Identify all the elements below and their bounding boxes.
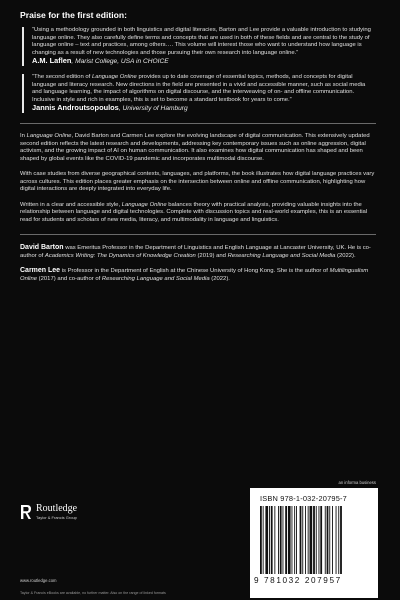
section-divider	[20, 123, 376, 124]
bio-lee-text-3: (2022).	[209, 275, 230, 282]
quote-2-text	[32, 74, 376, 104]
barcode-bar	[308, 506, 309, 574]
barcode-bar	[292, 506, 293, 574]
barcode-bar	[302, 506, 303, 574]
barcode-bar	[320, 506, 322, 574]
bio-lee-book-1: Multilingualism Online	[20, 268, 369, 282]
quote-1-name: A.M. Laflen	[32, 56, 72, 65]
barcode-digits: 9 781032 207957	[254, 576, 342, 585]
barcode-bar	[265, 506, 268, 574]
barcode-bar	[329, 506, 330, 574]
quote-1-attribution	[32, 57, 376, 66]
bio-lee-book-2: Researching Language and Social Media	[101, 275, 210, 282]
barcode-bar	[263, 506, 264, 574]
barcode-bar	[285, 506, 287, 574]
barcode-bar	[325, 506, 326, 574]
praise-quote-1	[20, 27, 376, 66]
quote-1-affiliation: , Marist College, USA in CHOICE	[71, 58, 169, 65]
publisher-website: www.routledge.com	[20, 578, 57, 583]
cover-text-column	[20, 10, 376, 290]
barcode-bar	[316, 506, 317, 574]
barcode-bar	[332, 506, 333, 574]
bio-barton-name: David Barton	[20, 244, 64, 251]
barcode-bar	[313, 506, 315, 574]
barcode-bar	[274, 506, 275, 574]
quote-2-text-before: “The second edition of	[32, 74, 92, 80]
description-paragraph-2: With case studies from diverse geographical contexts, languages, and platforms, the book illustrates how digital language practices vary across cultures. This edition places greater emphasis on the intersection between online and offline communication, highlighting how digital interactions are deeply integrated into everyday life.	[20, 171, 375, 192]
p3-book-title: Language Online	[121, 201, 167, 208]
p1-book-title: Language Online	[26, 133, 72, 139]
barcode-bar	[288, 506, 291, 574]
quote-2-book-title: Language Online	[91, 74, 137, 80]
barcode-bar	[305, 506, 306, 574]
isbn-barcode	[250, 488, 378, 598]
bio-barton-book-1: Academics Writing: The Dynamics of Knowledge Creation	[44, 252, 196, 259]
publisher-name: Routledge	[36, 503, 78, 514]
publisher-logo	[20, 502, 140, 532]
barcode-bar	[271, 506, 273, 574]
barcode-bar	[280, 506, 282, 574]
description-paragraph-3	[20, 202, 376, 225]
cover-footer	[20, 478, 380, 588]
quote-2-attribution	[32, 104, 376, 113]
publisher-subtitle: Taylor & Francis Group	[36, 515, 77, 520]
barcode-bar	[278, 506, 279, 574]
barcode-bar	[294, 506, 295, 574]
barcode-bar	[269, 506, 270, 574]
bio-david-barton	[20, 244, 376, 260]
informa-tagline: an informa business	[338, 480, 376, 485]
bio-barton-text-1: was Emeritus Professor in the Department of Linguistics and English Language at Lancaster University, UK. He is co-author of	[20, 245, 371, 259]
barcode-bar	[327, 506, 329, 574]
barcode-bar	[260, 506, 262, 574]
praise-quote-2	[20, 74, 376, 113]
barcode-bar	[296, 506, 297, 574]
bio-lee-name: Carmen Lee	[20, 267, 61, 274]
barcode-bar	[283, 506, 284, 574]
quote-bar	[22, 74, 24, 113]
description-paragraph-1	[20, 133, 376, 163]
barcode-bars	[260, 506, 370, 574]
quote-1-text: “Using a methodology grounded in both linguistics and digital literacies, Barton and Lee provide a valuable introduction to studying language online. They also carefully define terms and concepts that are used in both of these fields and are central to the study of language online – text and practices, among others…. This volume will interest those who want to understand how language is changing as a result of new technologies and those pursuing their own research into language online.”	[32, 27, 371, 56]
quote-2-text-after: provides up to date coverage of essential topics, methods, and concepts for digital language and literacy research. New directions in the field are presented in a vivid and accessible manner, such as social media and language learning, the impact of algorithms on digital discourse, and the interweaving of on- and offline communication. Inclusive in style and rich in examples, this is set to become a standard textbook for years to come.”	[32, 74, 366, 103]
bio-carmen-lee	[20, 267, 376, 283]
quote-2-name: Jannis Androutsopoulos	[32, 103, 119, 112]
section-divider	[20, 234, 376, 235]
barcode-bar	[319, 506, 320, 574]
p1-lead: In	[20, 133, 27, 139]
barcode-bar	[340, 506, 342, 574]
bio-lee-text-1: is Professor in the Department of English at the Chinese University of Hong Kong. She is the author of	[60, 268, 330, 274]
isbn-text: ISBN 978-1-032-20795-7	[260, 494, 347, 503]
quote-bar	[22, 27, 24, 66]
quote-2-affiliation: , University of Hamburg	[118, 105, 188, 112]
routledge-icon	[20, 504, 32, 520]
barcode-bar	[300, 506, 302, 574]
footer-smallprint: Taylor & Francis eBooks are available, no further matter. Also on the range of linked formats	[20, 591, 166, 595]
p1-rest: , David Barton and Carmen Lee explore the evolving landscape of digital communication. This extensively updated second edition reflects the latest research and developments, addressing key contemporary issues such as online aggression, digital activism, and the growing impact of AI on human communication. It also examines how digital communication has shaped and been shaped by global events like the COVID-19 pandemic and incorporates multimodal discourse.	[20, 133, 370, 162]
p3-lead: Written in a clear and accessible style,	[20, 201, 122, 208]
barcode-bar	[336, 506, 337, 574]
barcode-bar	[310, 506, 313, 574]
bio-barton-text-2: (2019) and	[195, 252, 228, 259]
p3-rest: balances theory with practical analysis, providing valuable insights into the relationship between language and digital technologies. Complete with discussion topics and real-world examples, this is an essential read for students and scholars of new media, literacy, and multimodality in language and linguistics.	[20, 201, 368, 223]
barcode-bar	[338, 506, 339, 574]
bio-lee-text-2: (2017) and co-author of	[37, 275, 102, 282]
bio-barton-text-3: (2022).	[335, 252, 356, 259]
bio-barton-book-2: Researching Language and Social Media	[227, 252, 336, 259]
praise-heading: Praise for the first edition:	[20, 10, 127, 20]
